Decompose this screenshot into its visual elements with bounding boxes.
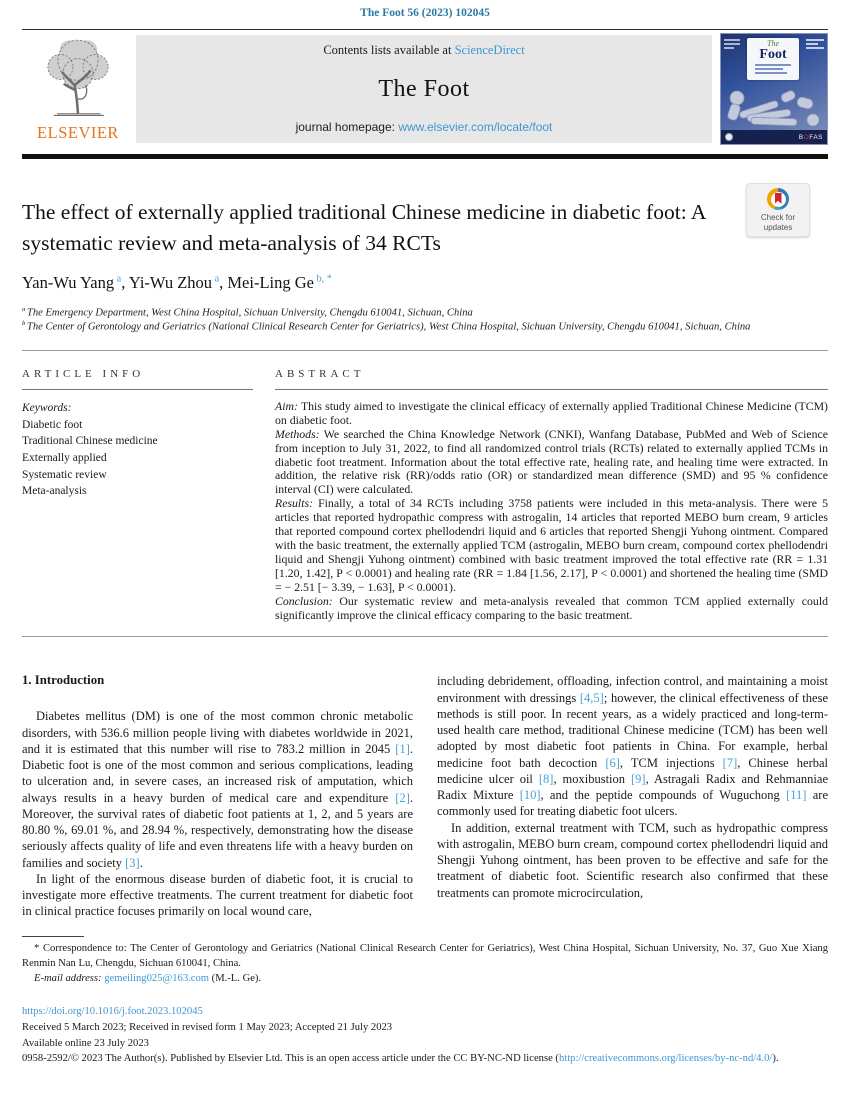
masthead-center-panel [136,35,712,143]
masthead-bottom-bar [22,154,828,159]
abstract-methods: Methods: We searched the China Knowledge Network (CNKI), Wanfang Database, PubMed and Web of Science from inception to July 31, 2022, to find all randomized control trials (RCTs) related to externally applied TCMs in diabetic foot treatment. Information about the total effective rate, healing rate, and healing time were extracted. In addition, the relative risk (RR)/odds ratio (OR) or standardized mean difference (SMD) and 95 % confidence interval (CI) were calculated. [275,426,828,497]
abstract-heading: ABSTRACT [275,367,365,380]
bofas-logo: BOFAS [798,133,823,141]
elsevier-tree-icon [32,34,124,125]
intro-paragraph: In addition, external treatment with TCM, such as hydropathic compress with astrogalin, MEBO burn cream, compound cortex phellodendri liquid and Shengji Yuhong ointment, has been proven to be effective and safe for the treatment of diabetic foot. Scientific research also confirmed that these treatments can promote microcirculation, [437,820,828,900]
introduction-section [22,673,828,919]
masthead-top-rule [22,29,828,30]
cover-foot-skeleton-art [721,80,828,130]
footnote-rule [22,936,84,937]
abstract-aim: Aim: This study aimed to investigate the clinical efficacy of externally applied Traditional Chinese Medicine (TCM) on diabetic foot. [275,398,828,427]
keyword-item: Externally applied [22,451,107,464]
intro-paragraph: In light of the enormous disease burden of diabetic foot, it is crucial to investigate more effective treatments. The current treatment for diabetic foot in clinical practice focuses primarily on local wound care, [22,871,413,919]
keyword-item: Systematic review [22,468,107,481]
keyword-item: Meta-analysis [22,485,87,498]
cover-issue-text [724,39,740,51]
elsevier-wordmark: ELSEVIER [37,123,119,142]
journal-masthead [22,33,828,145]
author-list: Yan-Wu Yang $^a$, Yi-Wu Zhou $^a$, Mei-Ling Ge $^{b, *}$ [22,273,332,293]
journal-homepage-link[interactable]: www.elsevier.com/locate/foot [398,120,553,134]
article-info-section [22,368,253,623]
check-for-updates-badge[interactable] [746,183,810,237]
affiliations [22,306,828,335]
cover-foot-text: Foot [759,47,787,62]
abstract-section [275,368,828,623]
affiliation-a: $^a$ The Emergency Department, West China Hospital, Sichuan University, Chengdu 610041, Sichuan, China [22,306,473,319]
journal-citation-link[interactable]: The Foot 56 (2023) 102045 [360,7,490,19]
license-line: 0958-2592/© 2023 The Author(s). Published by Elsevier Ltd. This is an open access article under the CC BY-NC-ND license (http://creativecommons.org/licenses/by-nc-nd/4.0/). [22,1053,779,1065]
keyword-item: Traditional Chinese medicine [22,435,158,448]
elsevier-logo [22,33,134,145]
introduction-heading: 1. Introduction [22,673,105,688]
article-title: The effect of externally applied traditional Chinese medicine in diabetic foot: A systematic review and meta-analysis of 34 RCTs [22,200,706,255]
divider-below-abstract [22,636,828,637]
article-info-rule [22,389,253,390]
cover-subtitle-lines [755,64,791,74]
doi-link[interactable]: https://doi.org/10.1016/j.foot.2023.102045 [22,1005,203,1017]
affiliation-b: $^b$ The Center of Gerontology and Geriatrics (National Clinical Research Center for Geriatrics), West China Hospital, Sichuan University, Chengdu 610041, Sichuan, China [22,320,751,334]
cover-title-card [747,38,799,80]
contents-lists-text: Contents lists available at [323,43,455,57]
keywords-label: Keywords: [22,401,72,414]
keyword-item: Diabetic foot [22,418,83,431]
available-online: Available online 23 July 2023 [22,1037,149,1049]
intro-paragraph: including debridement, offloading, infection control, and maintaining a moist environment with dressings [4,5]; however, the clinical effectiveness of these methods is still poor. In recent years, as a widely practiced and long-term-used health care method, traditional Chinese medicine (TCM) has been well adopted by most diabetic foot patients in China. For example, herbal medicine foot bath decoction [6], TCM injections [7], Chinese herbal medicine ulcer oil [8], moxibustion [9], Astragali Radix and Rehmanniae Radix Mixture [10], and the peptide compounds of Wuguchong [11] are commonly used for treating diabetic foot ulcers. [437,674,829,819]
abstract-results: Results: Finally, a total of 34 RCTs including 3758 patients were included in this meta-analysis. There were 5 articles that reported hydropathic compress with astrogalin, 14 articles that reported MEBO burn cream, 9 articles that reported compound cortex phellodendri liquid and 6 articles that reported Shengji Yuhong ointment. Compared with the basic treatment, the externally applied TCM (astrogalin, MEBO burn cream, compound cortex phellodendri liquid and Shengji Yuhong ointment) combined with basic treatment improved the total effective rate (RR = 1.31 [1.20, 1.42], P < 0.0001) and healing rate (RR = 1.84 [1.56, 2.17], P < 0.0001) and shortened the healing time (SMD = − 2.51 [− 3.39, − 1.63], P < 0.0001). [275,496,828,594]
homepage-label: journal homepage: [295,120,399,134]
cover-society-emblem-icon [725,133,733,141]
article-info-heading: ARTICLE INFO [22,367,145,380]
check-for-updates-label: Check for updates [760,213,796,232]
correspondence-note: * Correspondence to: The Center of Gerontology and Geriatrics (National Clinical Research Center for Geriatrics), West China Hospital, Sichuan University, No. 37, Guo Xue Xiang Renmin Nan Lu, Chengdu, Sichuan 610041, China. [22,942,828,969]
intro-paragraph: Diabetes mellitus (DM) is one of the most common chronic metabolic disorders, with 536.6 million people living with diabetes worldwide in 2021, and it is estimated that this number will rise to 783.2 million in 2045 [1]. Diabetic foot is one of the most common and serious complications, leading to ulceration and, in severe cases, an increased risk of amputation, which always results in a heavy burden of medical care and expenditure [2]. Moreover, the survival rates of diabetic foot patients at 1, 2, and 5 years are 80.80 %, 69.01 %, and 28.94 %, respectively, demonstrating how the disease seriously affects quality of life and even threatens life with a heavy burden on families and society [3]. [22,709,413,870]
sciencedirect-link[interactable]: ScienceDirect [454,43,525,57]
cover-the-text: The [767,39,779,48]
journal-title: The Foot [378,75,470,102]
correspondence-footnote [22,936,828,986]
contents-lists-line [323,43,524,58]
journal-cover-thumbnail [720,33,828,145]
crossmark-icon [767,188,789,210]
divider-above-article-info [22,350,828,351]
abstract-conclusion: Conclusion: Our systematic review and meta-analysis revealed that common TCM applied externally could significantly improve the clinical efficacy comparing to the basic treatment. [275,593,828,622]
journal-homepage-line [296,120,553,134]
cover-topics-text [806,39,824,51]
abstract-rule [275,389,828,390]
publication-info [22,1004,828,1068]
email-line: E-mail address: gemeiling025@163.com (M.-L. Ge). [34,972,262,984]
received-dates: Received 5 March 2023; Received in revised form 1 May 2023; Accepted 21 July 2023 [22,1021,393,1033]
cover-bottom-strip [721,130,827,144]
